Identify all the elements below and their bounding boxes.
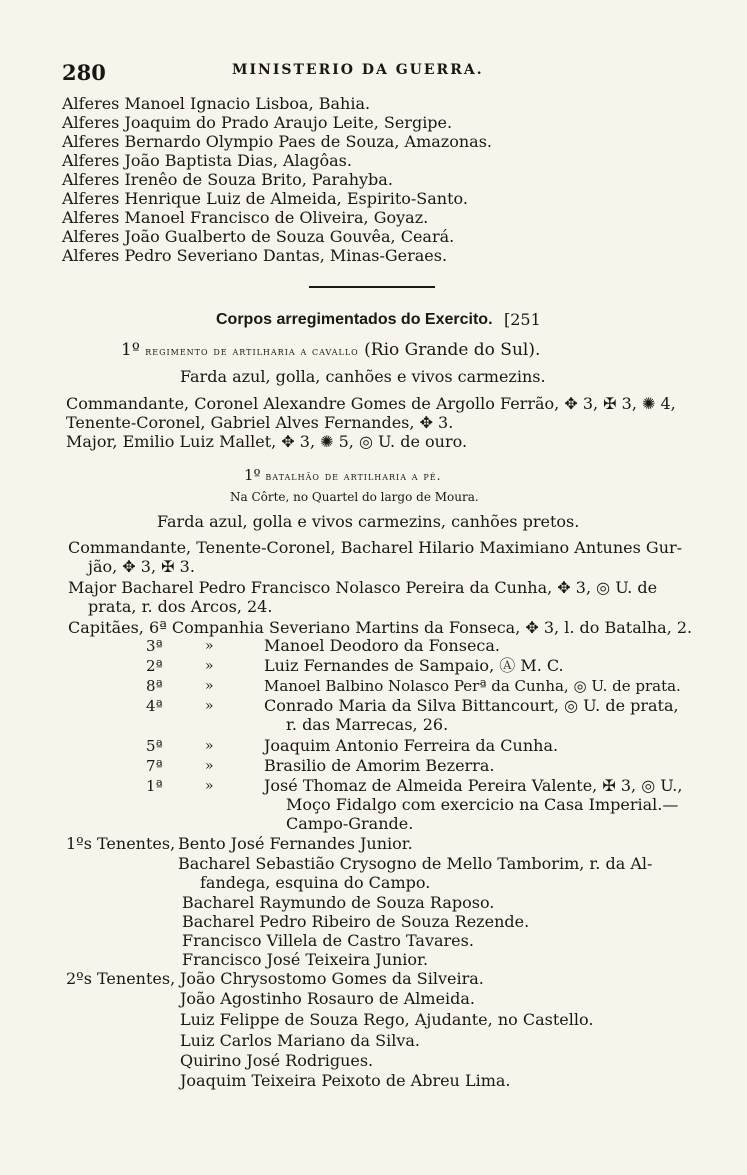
captain-name: Manoel Balbino Nolasco Perª da Cunha, ◎ U. de prata. (264, 677, 681, 695)
captain-name-cont: r. das Marrecas, 26. (286, 715, 449, 734)
ditto-mark: » (205, 778, 214, 794)
captain-name: Manoel Deodoro da Fonseca. (264, 636, 500, 655)
ditto-mark: » (205, 758, 214, 774)
company-ordinal: 1ª (146, 777, 163, 795)
regiment-name: regimento de artilharia a cavallo (145, 344, 359, 358)
company-ordinal: 5ª (146, 737, 163, 755)
segundos-tenentes-label: 2ºs Tenentes, (66, 969, 176, 988)
battalion-name: batalhão de artilharia a pé. (265, 469, 442, 483)
section-ref: [251 (504, 310, 541, 329)
battalion-major: Major Bacharel Pedro Francisco Nolasco Pereira da Cunha, ✥ 3, ◎ U. de (68, 578, 658, 597)
tenente-name: Bacharel Raymundo de Souza Raposo. (182, 893, 495, 912)
company-ordinal: 3ª (146, 637, 163, 655)
primeiros-tenentes-label: 1ºs Tenentes, (66, 834, 176, 853)
alferes-line: Alferes Pedro Severiano Dantas, Minas-Geraes. (62, 246, 448, 265)
battalion-ordinal: 1º (244, 466, 261, 484)
captain-name-cont: Moço Fidalgo com exercicio na Casa Imperial.— (286, 795, 679, 814)
tenente-name: Luiz Carlos Mariano da Silva. (180, 1031, 421, 1050)
captain-name: Brasilio de Amorim Bezerra. (264, 756, 495, 775)
tenente-name: Luiz Felippe de Souza Rego, Ajudante, no Castello. (180, 1010, 594, 1029)
captain-name-cont: Campo-Grande. (286, 814, 414, 833)
ditto-mark: » (205, 658, 214, 674)
company-ordinal: 4ª (146, 697, 163, 715)
captain-name: Luiz Fernandes de Sampaio, Ⓐ M. C. (264, 656, 564, 675)
company-ordinal: 2ª (146, 657, 163, 675)
regiment-major: Major, Emilio Luiz Mallet, ✥ 3, ✺ 5, ◎ U. de ouro. (66, 432, 468, 451)
battalion-uniform: Farda azul, golla e vivos carmezins, canhões pretos. (157, 512, 580, 531)
regiment-tenente-coronel: Tenente-Coronel, Gabriel Alves Fernandes, ✥ 3. (66, 413, 454, 432)
section-title: Corpos arregimentados do Exercito. (216, 311, 493, 328)
captain-name: Joaquim Antonio Ferreira da Cunha. (264, 736, 559, 755)
ditto-mark: » (205, 738, 214, 754)
tenente-name: João Agostinho Rosauro de Almeida. (180, 989, 476, 1008)
regiment-region: (Rio Grande do Sul). (364, 340, 541, 360)
captain-name: Conrado Maria da Silva Bittancourt, ◎ U. de prata, (264, 696, 679, 715)
battalion-commandante-cont: jão, ✥ 3, ✠ 3. (88, 557, 195, 576)
tenente-name: Bacharel Pedro Ribeiro de Souza Rezende. (182, 912, 530, 931)
ditto-mark: » (205, 698, 214, 714)
company-ordinal: 8ª (146, 677, 163, 695)
battalion-location: Na Côrte, no Quartel do largo de Moura. (230, 490, 479, 504)
alferes-line: Alferes Bernardo Olympio Paes de Souza, Amazonas. (62, 132, 492, 151)
ditto-mark: » (205, 638, 214, 654)
alferes-line: Alferes Irenêo de Souza Brito, Parahyba. (62, 170, 393, 189)
battalion-commandante: Commandante, Tenente-Coronel, Bacharel Hilario Maximiano Antunes Gur- (68, 538, 683, 557)
running-title: MINISTERIO DA GUERRA. (232, 62, 484, 78)
tenente-name: João Chrysostomo Gomes da Silveira. (180, 969, 484, 988)
regiment-commandante: Commandante, Coronel Alexandre Gomes de Argollo Ferrão, ✥ 3, ✠ 3, ✺ 4, (66, 394, 676, 413)
regiment-heading (121, 340, 540, 361)
section-divider (309, 286, 435, 288)
battalion-heading (244, 465, 441, 486)
tenente-name: Quirino José Rodrigues. (180, 1051, 374, 1070)
alferes-line: Alferes João Baptista Dias, Alagôas. (62, 151, 352, 170)
tenente-name: Francisco José Teixeira Junior. (182, 950, 429, 969)
tenente-name: Joaquim Teixeira Peixoto de Abreu Lima. (180, 1071, 511, 1090)
tenente-name: Bento José Fernandes Junior. (178, 834, 413, 853)
alferes-line: Alferes Manoel Ignacio Lisboa, Bahia. (62, 94, 371, 113)
alferes-line: Alferes Joaquim do Prado Araujo Leite, Sergipe. (62, 113, 453, 132)
page-number: 280 (62, 60, 106, 85)
tenente-name: Francisco Villela de Castro Tavares. (182, 931, 474, 950)
capitaes-first-line: Capitães, 6ª Companhia Severiano Martins da Fonseca, ✥ 3, l. do Batalha, 2. (68, 618, 693, 637)
alferes-line: Alferes João Gualberto de Souza Gouvêa, Ceará. (62, 227, 455, 246)
regiment-uniform: Farda azul, golla, canhões e vivos carmezins. (180, 367, 546, 386)
battalion-major-cont: prata, r. dos Arcos, 24. (88, 597, 273, 616)
alferes-line: Alferes Henrique Luiz de Almeida, Espirito-Santo. (62, 189, 468, 208)
captain-name: José Thomaz de Almeida Pereira Valente, ✠ 3, ◎ U., (264, 776, 683, 795)
company-ordinal: 7ª (146, 757, 163, 775)
tenente-name-cont: fandega, esquina do Campo. (200, 873, 431, 892)
regiment-ordinal: 1º (121, 340, 140, 360)
ditto-mark: » (205, 678, 214, 694)
alferes-line: Alferes Manoel Francisco de Oliveira, Goyaz. (62, 208, 429, 227)
tenente-name: Bacharel Sebastião Crysogno de Mello Tamborim, r. da Al- (178, 854, 653, 873)
